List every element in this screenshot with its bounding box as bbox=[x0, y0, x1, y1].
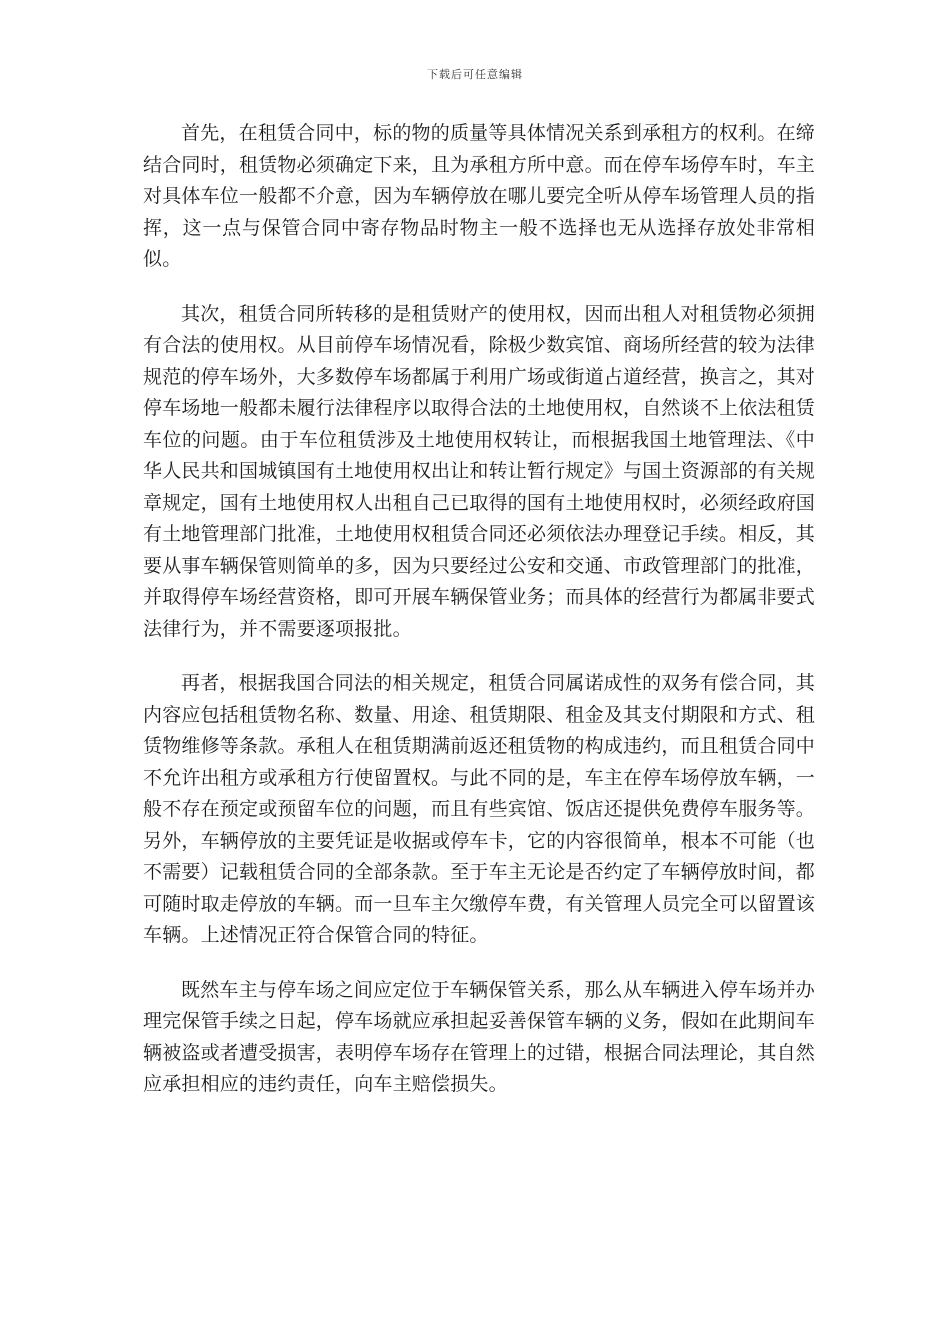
paragraph-third: 再者，根据我国合同法的相关规定，租赁合同属诺成性的双务有偿合同，其内容应包括租赁物名称、数量、用途、租赁期限、租金及其支付期限和方式、租赁物维修等条款。承租人在租赁期满前返还租赁物的构成违约，而且租赁合同中不允许出租方或承租方行使留置权。与此不同的是，车主在停车场停放车辆，一般不存在预定或预留车位的问题，而且有些宾馆、饭店还提供免费停车服务等。另外，车辆停放的主要凭证是收据或停车卡，它的内容很简单，根本不可能（也不需要）记载租赁合同的全部条款。至于车主无论是否约定了车辆停放时间，都可随时取走停放的车辆。而一旦车主欠缴停车费，有关管理人员完全可以留置该车辆。上述情况正符合保管合同的特征。 bbox=[143, 672, 816, 946]
paragraph-first: 首先，在租赁合同中，标的物的质量等具体情况关系到承租方的权利。在缔结合同时，租赁物必须确定下来，且为承租方所中意。而在停车场停车时，车主对具体车位一般都不介意，因为车辆停放在哪儿要完全听从停车场管理人员的指挥，这一点与保管合同中寄存物品时物主一般不选择也无从选择存放处非常相似。 bbox=[143, 122, 816, 270]
document-body bbox=[143, 118, 815, 1101]
page-header: 下载后可任意编辑 bbox=[427, 68, 523, 81]
paragraph-second: 其次，租赁合同所转移的是租赁财产的使用权，因而出租人对租赁物必须拥有合法的使用权。从目前停车场情况看，除极少数宾馆、商场所经营的较为法律规范的停车场外，大多数停车场都属于利用广场或街道占道经营，换言之，其对停车场地一般都未履行法律程序以取得合法的土地使用权，自然谈不上依法租赁车位的问题。由于车位租赁涉及土地使用权转让，而根据我国土地管理法、《中华人民共和国城镇国有土地使用权出让和转让暂行规定》与国土资源部的有关规章规定，国有土地使用权人出租自己已取得的国有土地使用权时，必须经政府国有土地管理部门批准，土地使用权租赁合同还必须依法办理登记手续。相反，其要从事车辆保管则简单的多，因为只要经过公安和交通、市政管理部门的批准，并取得停车场经营资格，即可开展车辆保管业务；而具体的经营行为都属非要式法律行为，并不需要逐项报批。 bbox=[143, 302, 816, 640]
paragraph-fourth: 既然车主与停车场之间应定位于车辆保管关系，那么从车辆进入停车场并办理完保管手续之日起，停车场就应承担起妥善保管车辆的义务，假如在此期间车辆被盗或者遭受损害，表明停车场存在管理上的过错，根据合同法理论，其自然应承担相应的违约责任，向车主赔偿损失。 bbox=[143, 978, 816, 1095]
